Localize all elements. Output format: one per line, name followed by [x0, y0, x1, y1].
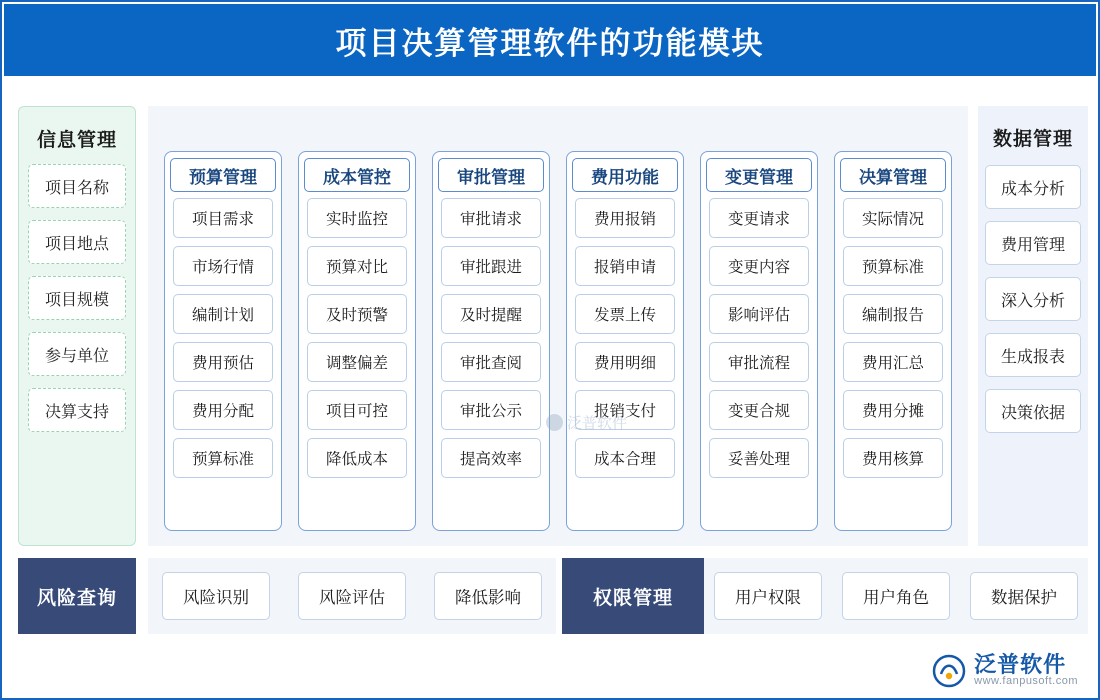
list-item[interactable]: 项目地点: [28, 220, 126, 264]
list-item[interactable]: 成本分析: [985, 165, 1081, 209]
category-item[interactable]: 审批公示: [441, 390, 541, 430]
information-management-heading: 信息管理: [36, 130, 117, 151]
category-item[interactable]: 费用明细: [575, 342, 675, 382]
list-item[interactable]: 费用管理: [985, 221, 1081, 265]
category-item[interactable]: 变更内容: [709, 246, 809, 286]
category-item[interactable]: 市场行情: [173, 246, 273, 286]
category-item[interactable]: 预算标准: [173, 438, 273, 478]
watermark-text: 泛普软件: [567, 415, 628, 432]
category-column-cost-control: [298, 151, 416, 531]
category-item[interactable]: 费用预估: [173, 342, 273, 382]
category-item[interactable]: 费用分摊: [843, 390, 943, 430]
category-item[interactable]: 变更合规: [709, 390, 809, 430]
category-item[interactable]: 妥善处理: [709, 438, 809, 478]
category-item[interactable]: 预算对比: [307, 246, 407, 286]
category-column-budget-management: [164, 151, 282, 531]
category-heading: 变更管理: [706, 158, 812, 192]
category-item[interactable]: 费用报销: [575, 198, 675, 238]
category-item[interactable]: 提高效率: [441, 438, 541, 478]
category-heading: 决算管理: [840, 158, 946, 192]
category-item[interactable]: 实际情况: [843, 198, 943, 238]
category-column-settlement-management: [834, 151, 952, 531]
list-item[interactable]: 决算支持: [28, 388, 126, 432]
category-item[interactable]: 审批流程: [709, 342, 809, 382]
category-column-change-management: [700, 151, 818, 531]
list-item[interactable]: 深入分析: [985, 277, 1081, 321]
category-column-expense-function: [566, 151, 684, 531]
list-item[interactable]: 生成报表: [985, 333, 1081, 377]
data-management-panel: [978, 106, 1088, 546]
permission-item[interactable]: 用户角色: [842, 572, 950, 620]
category-item[interactable]: 报销申请: [575, 246, 675, 286]
category-item[interactable]: 费用汇总: [843, 342, 943, 382]
category-item[interactable]: 降低成本: [307, 438, 407, 478]
data-management-heading: 数据管理: [992, 129, 1073, 150]
category-item[interactable]: 影响评估: [709, 294, 809, 334]
category-item[interactable]: 及时预警: [307, 294, 407, 334]
page-title: 项目决算管理软件的功能模块: [4, 4, 1096, 76]
brand-logo: [932, 653, 1078, 688]
category-item[interactable]: 编制报告: [843, 294, 943, 334]
category-item[interactable]: 变更请求: [709, 198, 809, 238]
risk-query-label: 风险查询: [18, 558, 136, 634]
category-item[interactable]: 报销支付: [575, 390, 675, 430]
risk-item[interactable]: 风险识别: [162, 572, 270, 620]
permission-item[interactable]: 数据保护: [970, 572, 1078, 620]
category-item[interactable]: 费用分配: [173, 390, 273, 430]
category-item[interactable]: 项目可控: [307, 390, 407, 430]
category-heading: 费用功能: [572, 158, 678, 192]
permission-item[interactable]: 用户权限: [714, 572, 822, 620]
information-management-panel: [18, 106, 136, 546]
category-item[interactable]: 审批查阅: [441, 342, 541, 382]
category-item[interactable]: 项目需求: [173, 198, 273, 238]
category-item[interactable]: 审批请求: [441, 198, 541, 238]
permission-management-items: [704, 558, 1088, 634]
fanpu-logo-icon: [932, 654, 966, 688]
category-item[interactable]: 调整偏差: [307, 342, 407, 382]
category-item[interactable]: 审批跟进: [441, 246, 541, 286]
category-item[interactable]: 费用核算: [843, 438, 943, 478]
permission-management-label: 权限管理: [562, 558, 704, 634]
category-item[interactable]: 实时监控: [307, 198, 407, 238]
list-item[interactable]: 项目名称: [28, 164, 126, 208]
brand-logo-text: [974, 653, 1078, 688]
category-item[interactable]: 发票上传: [575, 294, 675, 334]
brand-url: www.fanpusoft.com: [974, 675, 1078, 688]
list-item[interactable]: 参与单位: [28, 332, 126, 376]
category-heading: 预算管理: [170, 158, 276, 192]
category-column-approval-management: [432, 151, 550, 531]
function-modules-panel: [148, 106, 968, 546]
category-item[interactable]: 编制计划: [173, 294, 273, 334]
brand-name: 泛普软件: [974, 652, 1067, 678]
category-item[interactable]: 及时提醒: [441, 294, 541, 334]
category-heading: 审批管理: [438, 158, 544, 192]
list-item[interactable]: 项目规模: [28, 276, 126, 320]
risk-item[interactable]: 降低影响: [434, 572, 542, 620]
risk-query-items: [148, 558, 556, 634]
category-item[interactable]: 成本合理: [575, 438, 675, 478]
category-heading: 成本管控: [304, 158, 410, 192]
risk-item[interactable]: 风险评估: [298, 572, 406, 620]
category-item[interactable]: 预算标准: [843, 246, 943, 286]
list-item[interactable]: 决策依据: [985, 389, 1081, 433]
